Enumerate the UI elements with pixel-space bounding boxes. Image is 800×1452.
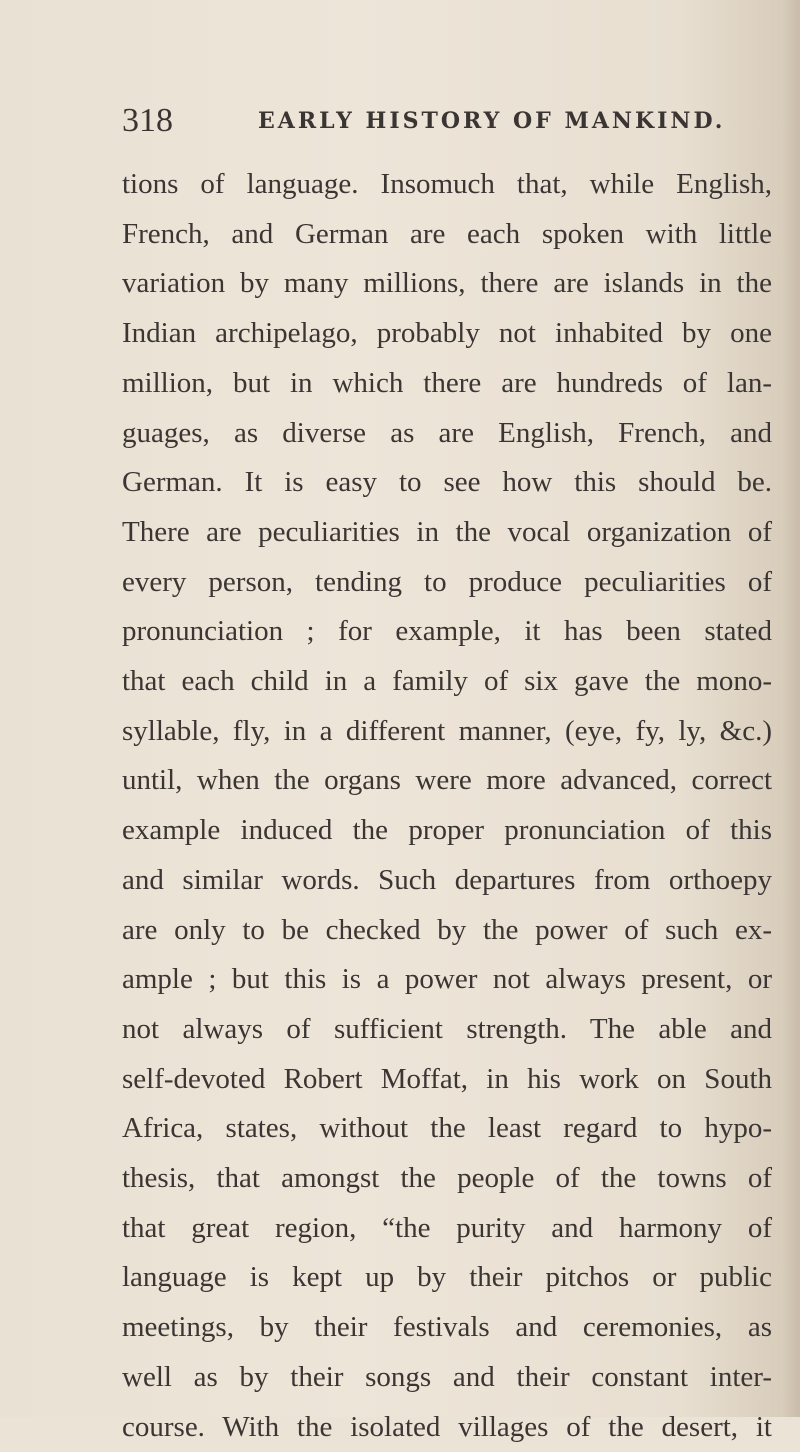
- text-line: French, and German are each spoken with little: [122, 217, 772, 250]
- text-line: tions of language. Insomuch that, while English,: [122, 168, 772, 200]
- text-line: Africa, states, without the least regard to hypo-: [122, 1112, 772, 1145]
- text-line: that great region, “the purity and harmony of: [122, 1211, 772, 1244]
- text-line: There are peculiarities in the vocal organization of: [122, 515, 772, 548]
- text-line: are only to be checked by the power of such ex-: [122, 913, 772, 946]
- text-line: language is kept up by their pitchos or public: [122, 1261, 772, 1294]
- text-line: example induced the proper pronunciation of this: [122, 814, 772, 847]
- text-line: German. It is easy to see how this should be.: [122, 466, 772, 499]
- text-line: course. With the isolated villages of the desert, it: [122, 1410, 772, 1443]
- body-text: [122, 160, 772, 1452]
- text-line: and similar words. Such departures from orthoepy: [122, 863, 772, 896]
- text-line: until, when the organs were more advanced, correct: [122, 764, 772, 797]
- text-line: self-devoted Robert Moffat, in his work on South: [122, 1062, 772, 1095]
- page-edge-shadow: [782, 0, 800, 1417]
- text-line: not always of sufficient strength. The able and: [122, 1012, 772, 1045]
- text-line: guages, as diverse as are English, French, and: [122, 416, 772, 449]
- text-line: ample ; but this is a power not always present, or: [122, 963, 772, 996]
- text-line: meetings, by their festivals and ceremonies, as: [122, 1311, 772, 1344]
- text-line: every person, tending to produce peculiarities of: [122, 565, 772, 598]
- text-line: syllable, fly, in a different manner, (eye, fy, ly, &c.): [122, 714, 772, 747]
- text-line: variation by many millions, there are islands in the: [122, 267, 772, 300]
- text-line: that each child in a family of six gave the mono-: [122, 665, 772, 698]
- text-line: pronunciation ; for example, it has been stated: [122, 615, 772, 648]
- text-line: well as by their songs and their constant inter-: [122, 1360, 772, 1393]
- text-line: thesis, that amongst the people of the towns of: [122, 1162, 772, 1195]
- page-number: 318: [122, 102, 173, 139]
- text-line: million, but in which there are hundreds of lan-: [122, 366, 772, 399]
- text-line: Indian archipelago, probably not inhabited by one: [122, 317, 772, 350]
- running-head: EARLY HISTORY OF MANKIND.: [258, 108, 726, 134]
